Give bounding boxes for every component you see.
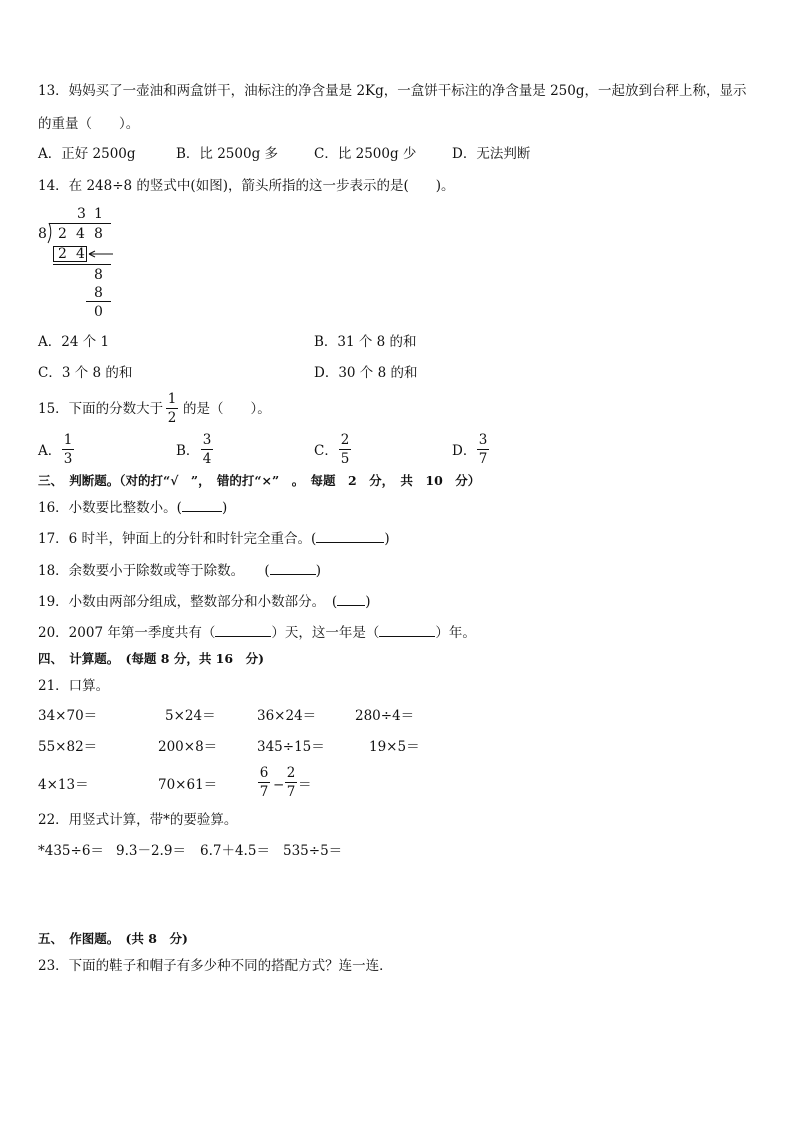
fraction-one-half: 1 2 (167, 391, 177, 426)
arrow-left-icon (88, 249, 114, 259)
q19: 19．小数由两部分组成，整数部分和小数部分。 ( ) (38, 594, 371, 610)
calc-item: *435÷6＝ (38, 843, 104, 859)
section3-title: 三、 判断题。（对的打“√ ”， 错的打“×” 。 每题 2 分， 共 10 分） (38, 473, 481, 488)
q21-stem: 21．口算。 (38, 678, 110, 694)
equals-sign: ＝ (298, 777, 312, 793)
q15-option-d-fraction: 3 7 (478, 432, 488, 467)
calc-item: 535÷5＝ (283, 843, 343, 859)
q15-option-c-fraction: 2 5 (340, 432, 350, 467)
quotient-digit: 3 (77, 206, 86, 222)
dividend-digit: 4 (76, 226, 85, 242)
answer-blank[interactable] (270, 562, 316, 575)
q13-option-c: C．比 2500g 少 (314, 146, 417, 162)
q14-option-a: A．24 个 1 (38, 334, 110, 350)
division-bar (49, 223, 111, 224)
calc-item: 19×5＝ (369, 739, 420, 755)
step1-digit: 2 (58, 246, 67, 262)
q15-option-a-label: A． (38, 443, 62, 459)
remainder-digit: 0 (94, 304, 103, 320)
q14-option-b: B．31 个 8 的和 (314, 334, 417, 350)
answer-blank[interactable] (337, 593, 365, 606)
calc-item: 280÷4＝ (355, 708, 415, 724)
dividend-digit: 8 (94, 226, 103, 242)
calc-item: 70×61＝ (158, 777, 218, 793)
q15-option-b-label: B． (176, 443, 200, 459)
divisor: 8 (38, 226, 47, 242)
q16: 16．小数要比整数小。( ) (38, 500, 228, 516)
q18: 18．余数要小于除数或等于除数。 ( ) (38, 563, 321, 579)
q20: 20．2007 年第一季度共有（ ）天，这一年是（ ）年。 (38, 625, 476, 641)
answer-blank[interactable] (379, 624, 435, 637)
answer-blank[interactable] (316, 530, 384, 543)
q15-stem-pre: 15．下面的分数大于 (38, 401, 164, 417)
calc-item: 4×13＝ (38, 777, 89, 793)
fraction-six-sevenths: 6 7 (259, 765, 269, 800)
calc-item: 6.7＋4.5＝ (200, 843, 270, 859)
q13-stem-line2: 的重量（ ）。 (38, 116, 140, 132)
step1-digit: 4 (76, 246, 85, 262)
answer-blank[interactable] (182, 499, 222, 512)
section4-title: 四、 计算题。 (每题 8 分，共 16 分) (38, 651, 264, 666)
minus-sign: − (273, 777, 285, 793)
calc-item: 55×82＝ (38, 739, 98, 755)
division-bracket (44, 222, 54, 244)
q23-stem: 23．下面的鞋子和帽子有多少种不同的搭配方式？连一连． (38, 958, 393, 974)
subtraction-line (86, 301, 111, 302)
q13-option-d: D．无法判断 (452, 146, 531, 162)
q15-stem-post: 的是（ ）。 (183, 401, 271, 417)
q15-option-d-label: D． (452, 443, 477, 459)
q13-option-b: B．比 2500g 多 (176, 146, 279, 162)
section5-title: 五、 作图题。 (共 8 分) (38, 931, 188, 946)
dividend-digit: 2 (58, 226, 67, 242)
calc-item: 5×24＝ (165, 708, 216, 724)
quotient-digit: 1 (94, 206, 103, 222)
q22-stem: 22．用竖式计算，带*的要验算。 (38, 812, 238, 828)
q13-option-a: A．正好 2500g (38, 146, 136, 162)
q14-stem: 14．在 248÷8 的竖式中(如图)，箭头所指的这一步表示的是( )。 (38, 178, 455, 194)
q15-option-c-label: C． (314, 443, 338, 459)
calc-item: 34×70＝ (38, 708, 98, 724)
fraction-two-sevenths: 2 7 (286, 765, 296, 800)
answer-blank[interactable] (215, 624, 271, 637)
q15-option-a-fraction: 1 3 (63, 432, 73, 467)
bring-down-digit: 8 (94, 267, 103, 283)
calc-item: 200×8＝ (158, 739, 218, 755)
calc-item: 9.3－2.9＝ (116, 843, 186, 859)
q14-option-d: D．30 个 8 的和 (314, 365, 418, 381)
q17: 17．6 时半，钟面上的分针和时针完全重合。( ) (38, 531, 390, 547)
q15-option-b-fraction: 3 4 (202, 432, 212, 467)
step2-digit: 8 (94, 285, 103, 301)
calc-item: 36×24＝ (257, 708, 317, 724)
q13-stem-line1: 13．妈妈买了一壶油和两盒饼干，油标注的净含量是 2Kg，一盒饼干标注的净含量是 250g，一起放到台秤上称，显示 (38, 83, 747, 99)
subtraction-line (53, 264, 111, 265)
calc-item: 345÷15＝ (257, 739, 325, 755)
q14-option-c: C．3 个 8 的和 (38, 365, 133, 381)
